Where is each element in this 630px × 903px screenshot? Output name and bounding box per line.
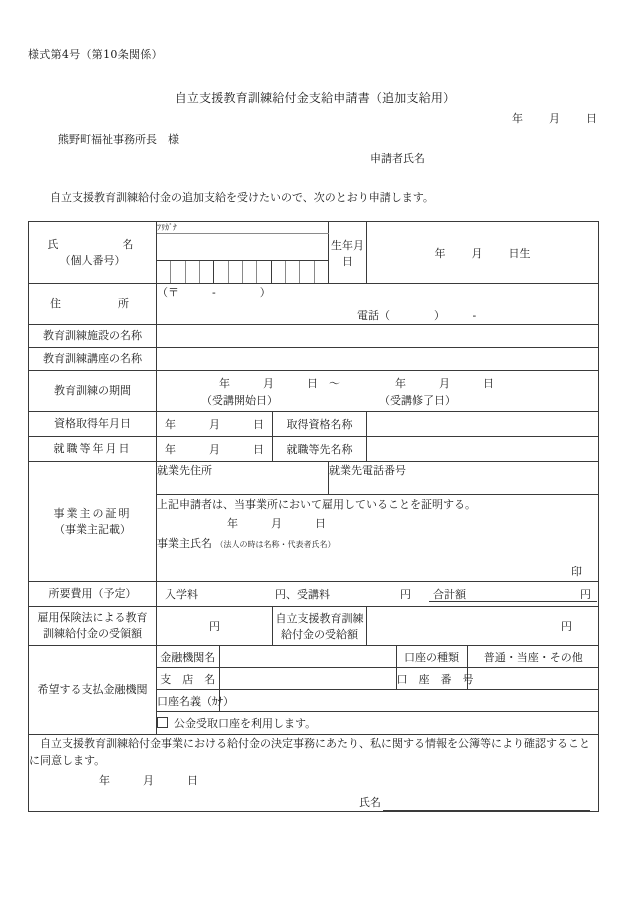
public-account-row[interactable] [157, 712, 599, 735]
employer-label-cell [29, 462, 157, 582]
signature-row[interactable] [29, 794, 598, 811]
course-label: 教育訓練講座の名称 [29, 348, 157, 371]
qualification-date-label: 資格取得年月日 [29, 412, 157, 437]
name-input-field[interactable] [157, 234, 329, 261]
period-field[interactable] [157, 371, 599, 412]
consent-block [29, 735, 599, 812]
submission-date-month: 月 [549, 112, 560, 125]
mynumber-box[interactable] [286, 261, 300, 283]
applicant-name-label: 申請者氏名 [370, 152, 425, 165]
employment-name-field[interactable] [367, 437, 599, 462]
owner-name-label: 事業主氏名 [157, 536, 212, 550]
mynumber-box[interactable] [186, 261, 200, 283]
total-amount-field[interactable] [429, 585, 597, 602]
seal-mark: 印 [571, 564, 583, 578]
employer-certification-block[interactable] [157, 495, 599, 582]
phone-field[interactable]: 電話（ ） - [357, 309, 477, 322]
addressee: 熊野町福祉事務所長 様 [58, 133, 179, 146]
signature-line[interactable] [383, 796, 590, 811]
period-end-date[interactable]: 年 月 日 [395, 377, 494, 390]
birthdate-label: 生年月日 [329, 222, 367, 284]
table-row-cost [29, 582, 599, 607]
account-type-label: 口座の種類 [396, 646, 467, 668]
facility-label: 教育訓練施設の名称 [29, 325, 157, 348]
work-phone-field[interactable]: 就業先電話番号 [329, 462, 599, 495]
signature-label: 氏名 [359, 796, 381, 810]
name-label-line1: 氏 名 [47, 237, 138, 251]
insurance-label-line1: 雇用保険法による教育 [37, 611, 148, 625]
intro-text: 自立支援教育訓練給付金の追加支給を受けたいので、次のとおり申請します。 [50, 191, 434, 204]
address-field[interactable] [157, 284, 599, 325]
table-row-period [29, 371, 599, 412]
benefit-amount-unit: 円 [561, 620, 573, 633]
qualification-name-field[interactable] [367, 412, 599, 437]
public-account-label: 公金受取口座を利用します。 [174, 717, 317, 730]
mynumber-box[interactable] [315, 261, 328, 283]
benefit-label-line2: 給付金の受給額 [281, 628, 358, 641]
bank-row-institution [157, 646, 599, 668]
document-title: 自立支援教育訓練給付金支給申請書（追加支給用） [174, 91, 456, 105]
consent-date[interactable]: 年 月 日 [99, 774, 198, 788]
submission-date-line [512, 110, 597, 126]
period-start-date[interactable]: 年 月 日 ～ [219, 377, 340, 390]
name-label-line2: （個人番号） [59, 253, 126, 267]
insurance-amount-unit: 円 [209, 620, 220, 633]
bank-row-holder [157, 690, 599, 712]
mynumber-box[interactable] [171, 261, 185, 283]
table-row-employment [29, 437, 599, 462]
submission-date-year: 年 [512, 112, 523, 125]
insurance-label-cell [29, 607, 157, 646]
institution-label: 金融機関名 [157, 646, 219, 668]
furigana-field[interactable]: ﾌﾘｶﾞﾅ [157, 222, 329, 234]
cost-field[interactable] [157, 582, 599, 607]
account-holder-label: 口座名義（ｶﾅ） [157, 690, 219, 712]
table-row-course [29, 348, 599, 371]
facility-field[interactable] [157, 325, 599, 348]
table-row-consent [29, 735, 599, 812]
bank-row-public-account [157, 712, 599, 735]
mynumber-box[interactable] [200, 261, 214, 283]
branch-field[interactable] [219, 668, 396, 690]
table-row-employer-workplace [29, 462, 599, 495]
bank-detail-cell [157, 646, 599, 735]
birth-day: 日生 [508, 246, 531, 260]
mynumber-field[interactable] [157, 261, 329, 284]
total-label: 合計額 [433, 588, 466, 601]
public-account-checkbox[interactable] [157, 717, 168, 728]
form-number: 様式第4号（第10条関係） [28, 48, 163, 61]
mynumber-box[interactable] [157, 261, 171, 283]
course-fee-unit: 円 [400, 588, 411, 601]
birth-year: 年 [434, 246, 446, 260]
branch-label: 支 店 名 [157, 668, 219, 690]
insurance-amount-field[interactable] [157, 607, 273, 646]
postal-code-field[interactable]: （〒 - ） [157, 286, 271, 299]
period-end-note: （受講修了日） [379, 394, 456, 407]
application-table [28, 221, 599, 812]
qualification-date-field[interactable]: 年 月 日 [157, 412, 273, 437]
employment-name-label: 就職等先名称 [273, 437, 367, 462]
employment-date-label: 就職等年月日 [29, 437, 157, 462]
period-label: 教育訓練の期間 [29, 371, 157, 412]
mynumber-box[interactable] [243, 261, 257, 283]
course-field[interactable] [157, 348, 599, 371]
mynumber-boxes[interactable] [157, 261, 328, 283]
account-holder-field[interactable] [219, 690, 599, 712]
owner-name-line[interactable] [157, 534, 598, 553]
table-row-insurance [29, 607, 599, 646]
table-row-name [29, 222, 599, 234]
total-unit: 円 [580, 588, 591, 601]
mynumber-box[interactable] [214, 261, 228, 283]
employment-date-field[interactable]: 年 月 日 [157, 437, 273, 462]
owner-name-note: （法人の時は名称・代表者氏名） [215, 539, 336, 549]
bank-inner-table [157, 646, 599, 734]
birth-month: 月 [471, 246, 483, 260]
period-start-note: （受講開始日） [201, 394, 278, 407]
table-row-facility [29, 325, 599, 348]
mynumber-box[interactable] [300, 261, 314, 283]
account-type-options[interactable]: 普通・当座・その他 [467, 646, 599, 668]
work-address-field[interactable]: 就業先住所 [157, 462, 329, 495]
mynumber-box[interactable] [272, 261, 286, 283]
benefit-received-label [273, 607, 367, 646]
address-label: 住 所 [29, 284, 157, 325]
entrance-fee-unit: 円、受講料 [275, 588, 330, 601]
benefit-label-line1: 自立支援教育訓練 [275, 612, 364, 625]
certify-text: 上記申請者は、当事業所において雇用していることを証明する。 [157, 498, 476, 511]
account-number-label: 口 座 番 号 [396, 668, 467, 690]
institution-field[interactable] [219, 646, 396, 668]
bank-row-branch [157, 668, 599, 690]
employer-label-line2: （事業主記載） [54, 522, 131, 536]
table-row-bank [29, 646, 599, 735]
account-number-field[interactable] [467, 668, 599, 690]
entrance-fee-label: 入学料 [165, 588, 198, 601]
employer-label-line1: 事業主の証明 [53, 506, 132, 520]
table-row-address [29, 284, 599, 325]
mynumber-box[interactable] [257, 261, 271, 283]
name-label-cell [29, 222, 157, 284]
submission-date-day: 日 [586, 112, 597, 125]
benefit-amount-field[interactable] [367, 607, 599, 646]
certify-date[interactable]: 年 月 日 [227, 517, 326, 531]
mynumber-box[interactable] [229, 261, 243, 283]
qualification-name-label: 取得資格名称 [273, 412, 367, 437]
insurance-label-line2: 訓練給付金の受領額 [43, 627, 142, 640]
birthdate-field[interactable] [367, 222, 599, 284]
consent-text: 自立支援教育訓練給付金事業における給付金の決定事務にあたり、私に関する情報を公簿等により確認することに同意します。 [29, 737, 590, 768]
cost-label: 所要費用（予定） [29, 582, 157, 607]
bank-label: 希望する支払金融機関 [29, 646, 157, 735]
table-row-qualification [29, 412, 599, 437]
